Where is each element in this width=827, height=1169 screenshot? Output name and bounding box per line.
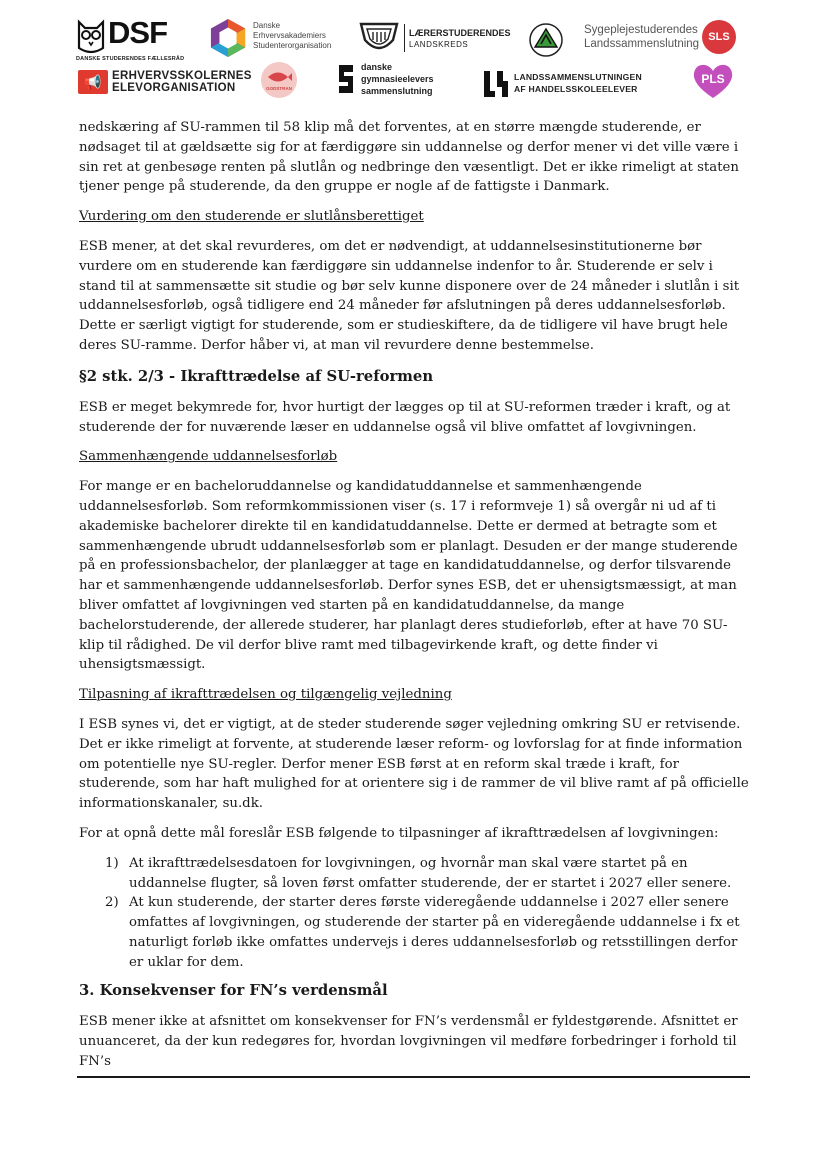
paragraph: For mange er en bacheloruddannelse og kandidatuddannelse et sammenhængende uddannelsesforløb. Som reformkommissionen viser (s. 17 i reformveje 1) så overgår ni ud af ti akademiske bachelorer direkte til en kandidatuddannelse. Dette er dermed at betragte som et sammenhængende ubrudt uddannelsesforløb som er planlagt. Desuden er der mange studerende på en professionsbachelor, der planlægger at tage en kandidatuddannelse, og derfor tilsvarende har et sammenhængende uddannelsesforløb. Derfor synes ESB, det er uhensigtsmæssigt, at man bliver omfattet af lovgivningen ved starten på en kandidatuddannelse, da mange bachelorstuderende, der allerede studerer, har planlagt deres studieforløb, efter at have 70 SU-klip til rådighed. De vil derfor blive ramt med tilbagevirkende kraft, og dette finder vi uhensigtsmæssigt.: [79, 479, 738, 673]
paragraph: For at opnå dette mål foreslår ESB følgende to tilpasninger af ikrafttrædelsen af lovgivningen:: [79, 825, 719, 841]
pls-logo-text: PLS: [701, 72, 725, 86]
list-item-number: 1): [105, 855, 119, 871]
emblem-icon: [528, 22, 564, 58]
logo-header: [0, 0, 827, 110]
green-emblem-logo: [528, 22, 564, 58]
subheading-tilpasning: Tilpasning af ikrafttrædelsen og tilgængelig vejledning: [79, 687, 452, 703]
sls-logo: [584, 20, 744, 60]
deso-logo-line-3: Studenterorganisation: [253, 41, 332, 50]
sls-logo-line-1: Sygeplejestuderendes: [584, 24, 698, 36]
deso-logo: [209, 18, 339, 58]
section-heading-ikrafttraedelse: §2 stk. 2/3 - Ikrafttrædelse af SU-reformen: [79, 367, 434, 385]
lls-logo-divider: [404, 24, 405, 52]
footer-divider: [77, 1076, 750, 1078]
dgs-logo-line-3: sammenslutning: [361, 86, 433, 96]
paragraph: ESB mener ikke at afsnittet om konsekvenser for FN’s verdensmål er fyldestgørende. Afsnittet er unuanceret, da der kun redegøres for, hvordan lovgivningen vil medføre forbedringer i forhold til FN’s: [79, 1014, 738, 1070]
eeo-logo: [78, 70, 252, 96]
dsf-logo-text: DSF: [108, 15, 167, 50]
deso-logo-line-1: Danske: [253, 21, 281, 30]
lah-logo-line-1: LANDSSAMMENSLUTNINGEN: [514, 72, 642, 82]
owl-icon: [76, 18, 106, 54]
shield-icon: [357, 20, 401, 56]
hexagon-icon: [209, 18, 247, 58]
subheading-slutlaan: Vurdering om den studerende er slutlånsberettiget: [79, 209, 424, 225]
dsf-logo-subtext: DANSKE STUDERENDES FÆLLESRÅD: [76, 56, 185, 62]
list-item: [79, 893, 749, 972]
lah-logo-line-2: AF HANDELSSKOLEELEVER: [514, 84, 638, 94]
section-heading-verdensmaal: 3. Konsekvenser for FN’s verdensmål: [79, 982, 388, 1000]
deso-logo-line-2: Erhvervsakademiers: [253, 31, 326, 40]
paragraph: ESB mener, at det skal revurderes, om det er nødvendigt, at uddannelsesinstitutionerne bør vurdere om en studerende kan færdiggøre sin uddannelse indenfor to år. Studerende er selv i stand til at sammensætte sit studie og bør selv kunne disponere over de 24 måneder i slutlån i sit uddannelsesforløb, også tidligere end 24 måneder før afslutningen på deres uddannelsesforløb. Dette er særligt vigtigt for studerende, som er studieskiftere, da de tidligere vil have brugt hele deres SU-ramme. Derfor håber vi, at man vil revurdere denne bestemmelse.: [79, 238, 740, 353]
paragraph: ESB er meget bekymrede for, hvor hurtigt der lægges op til at SU-reformen træder i kraft, og at studerende der for nuværende læser en uddannelse også vil blive omfattet af lovgivningen.: [79, 399, 731, 435]
list-item: [79, 854, 749, 894]
eeo-logo-line-2: ELEVORGANISATION: [112, 82, 236, 94]
paragraph: I ESB synes vi, det er vigtigt, at de steder studerende søger vejledning omkring SU er retvisende. Det er ikke rimeligt at forvente, at studerende læser reform- og lovforslag for at finde information om potentielle nye SU-regler. Derfor mener ESB først at en reform skal træde i kraft, for studerende, som har haft mulighed for at orientere sig i de rammer de vil blive ramt af på officielle informationskanaler, su.dk.: [79, 716, 749, 812]
paragraph: nedskæring af SU-rammen til 58 klip må det forventes, at en større mængde studerende, er nødsaget til at gældsætte sig for at færdiggøre sin uddannelse og derfor mener vi det ville være i sin ret at genbesøge renten på slutlån og nedbringe den væsentligt. Det er ikke rimeligt at staten tjener penge på studerende, da den gruppe er nogle af de fattigste i Danmark.: [79, 120, 739, 195]
pls-logo: [690, 62, 736, 100]
proposal-list: [79, 854, 749, 973]
sls-logo-line-2: Landssammenslutning: [584, 38, 700, 50]
fish-icon: [261, 62, 297, 98]
megaphone-icon: 📢: [78, 70, 108, 94]
lls-logo: [357, 20, 511, 60]
dgs-mark-icon: [336, 62, 356, 96]
lls-logo-line-1: LÆRERSTUDERENDES: [409, 28, 511, 38]
lah-logo: [483, 70, 663, 100]
lls-logo-line-2: LANDSKREDS: [409, 40, 469, 49]
list-item-text: At ikrafttrædelsesdatoen for lovgivningen, og hvornår man skal være startet på en uddannelse flugter, så loven først omfatter studerende, der er startet i 2027 eller senere.: [129, 855, 732, 891]
dgs-logo-line-1: danske: [361, 62, 393, 72]
document-body: [79, 118, 749, 1082]
list-item-text: At kun studerende, der starter deres første videregående uddannelse i 2027 eller senere omfattes af lovgivningen, og studerende der starter på en videregående uddannelse i fx et naturligt forløb ikke omfattes undervejs i deres uddannelsesforløb og retsstillingen derfor er uklar for dem.: [129, 895, 740, 970]
eeo-logo-line-1: ERHVERVSSKOLERNES: [112, 70, 252, 82]
sls-badge: SLS: [702, 20, 736, 54]
lah-mark-icon: [483, 70, 509, 98]
dgs-logo: [336, 62, 456, 98]
dgs-logo-line-2: gymnasieelevers: [361, 74, 434, 84]
fish-logo-text: GODSTRAN: [266, 86, 292, 91]
subheading-sammenhaengende: Sammenhængende uddannelsesforløb: [79, 449, 338, 465]
fish-logo: [261, 62, 297, 98]
list-item-number: 2): [105, 895, 119, 911]
